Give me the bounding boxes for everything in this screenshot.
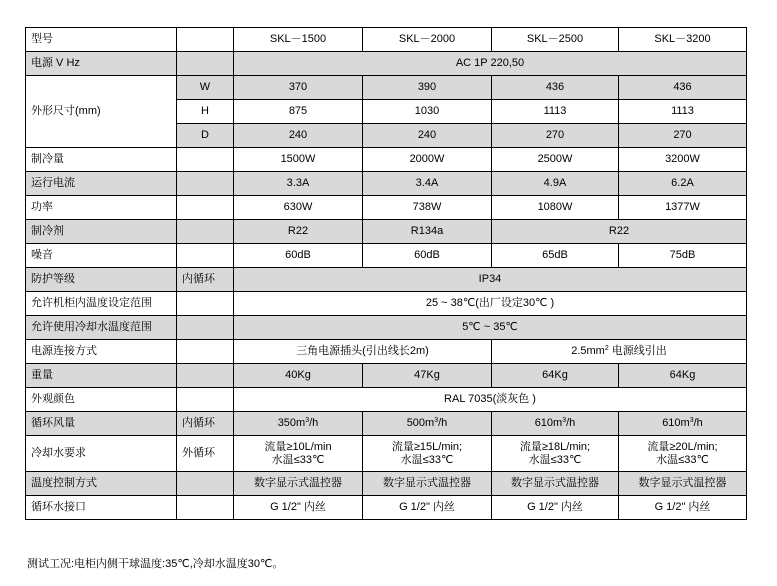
cooling-row xyxy=(26,148,747,172)
dimension-value: 875 xyxy=(234,100,363,124)
current-value: 6.2A xyxy=(619,172,747,196)
cooling-value: 2500W xyxy=(492,148,619,172)
controller-value: 数字显示式温控器 xyxy=(492,472,619,496)
water-port-value: G 1/2" 内丝 xyxy=(619,496,747,520)
dimension-value: 436 xyxy=(492,76,619,100)
water-req-label: 冷却水要求 xyxy=(26,436,177,472)
airflow-number: 350m xyxy=(277,417,306,429)
water-flow: 流量≥10L/min xyxy=(264,440,332,453)
noise-value: 60dB xyxy=(234,244,363,268)
power-label: 电源 V Hz xyxy=(26,52,177,76)
dimension-value: 270 xyxy=(619,124,747,148)
water-port-value: G 1/2" 内丝 xyxy=(234,496,363,520)
weight-value: 64Kg xyxy=(492,364,619,388)
water-req-value xyxy=(619,436,747,472)
color-label: 外观颜色 xyxy=(26,388,177,412)
airflow-row xyxy=(26,412,747,436)
current-value: 4.9A xyxy=(492,172,619,196)
airflow-unit-sup: 3 xyxy=(305,417,310,424)
dimension-value: 436 xyxy=(619,76,747,100)
cable-text: 电源线引出 xyxy=(608,345,667,357)
refrigerant-label: 制冷剂 xyxy=(26,220,177,244)
current-label: 运行电流 xyxy=(26,172,177,196)
controller-value: 数字显示式温控器 xyxy=(619,472,747,496)
model-name: SKL－1500 xyxy=(234,28,363,52)
empty-cell xyxy=(177,292,234,316)
airflow-value xyxy=(619,412,747,436)
controller-value: 数字显示式温控器 xyxy=(363,472,492,496)
water-temp-row xyxy=(26,316,747,340)
empty-cell xyxy=(177,148,234,172)
noise-value: 60dB xyxy=(363,244,492,268)
airflow-label: 循环风量 xyxy=(26,412,177,436)
cooling-value: 3200W xyxy=(619,148,747,172)
dimension-value: 1030 xyxy=(363,100,492,124)
empty-cell xyxy=(177,340,234,364)
dimension-value: 1113 xyxy=(619,100,747,124)
water-port-label: 循环水接口 xyxy=(26,496,177,520)
empty-cell xyxy=(177,316,234,340)
cable-size-sup: 2 xyxy=(604,345,609,352)
cooling-label: 制冷量 xyxy=(26,148,177,172)
model-name: SKL－2000 xyxy=(363,28,492,52)
controller-row xyxy=(26,472,747,496)
water-temp-limit: 水温≤33℃ xyxy=(656,453,709,466)
water-port-value: G 1/2" 内丝 xyxy=(363,496,492,520)
water-flow: 流量≥15L/min; xyxy=(391,440,463,453)
weight-value: 64Kg xyxy=(619,364,747,388)
power-value: AC 1P 220,50 xyxy=(234,52,747,76)
empty-cell xyxy=(177,472,234,496)
noise-value: 65dB xyxy=(492,244,619,268)
airflow-number: 610m xyxy=(662,417,690,429)
empty-cell xyxy=(177,220,234,244)
color-row xyxy=(26,388,747,412)
dimension-key: W xyxy=(177,76,234,100)
power-row xyxy=(26,52,747,76)
weight-value: 40Kg xyxy=(234,364,363,388)
dimension-key: D xyxy=(177,124,234,148)
connection-label: 电源连接方式 xyxy=(26,340,177,364)
empty-cell xyxy=(177,52,234,76)
protection-sub: 内循环 xyxy=(177,268,234,292)
refrigerant-value: R22 xyxy=(234,220,363,244)
model-label: 型号 xyxy=(26,28,177,52)
airflow-value xyxy=(363,412,492,436)
water-req-sub: 外循环 xyxy=(177,436,234,472)
wattage-value: 1080W xyxy=(492,196,619,220)
empty-cell xyxy=(177,196,234,220)
airflow-unit: /h xyxy=(309,417,319,429)
dimension-value: 370 xyxy=(234,76,363,100)
cable-size: 2.5mm xyxy=(571,345,605,357)
cabinet-temp-row xyxy=(26,292,747,316)
airflow-number: 500m xyxy=(406,417,435,429)
color-value: RAL 7035(淡灰色 ) xyxy=(234,388,747,412)
model-name: SKL－2500 xyxy=(492,28,619,52)
dimension-value: 270 xyxy=(492,124,619,148)
dimension-row-w xyxy=(26,76,747,100)
water-temp-label: 允许使用冷却水温度范围 xyxy=(26,316,177,340)
weight-label: 重量 xyxy=(26,364,177,388)
wattage-label: 功率 xyxy=(26,196,177,220)
empty-cell xyxy=(177,388,234,412)
cooling-value: 1500W xyxy=(234,148,363,172)
test-condition-note: 测试工况:电柜内侧干球温度:35℃,冷却水温度30℃。 xyxy=(27,558,284,570)
water-port-row xyxy=(26,496,747,520)
water-req-value xyxy=(492,436,619,472)
current-row xyxy=(26,172,747,196)
controller-value: 数字显示式温控器 xyxy=(234,472,363,496)
current-value: 3.4A xyxy=(363,172,492,196)
noise-row xyxy=(26,244,747,268)
weight-value: 47Kg xyxy=(363,364,492,388)
wattage-value: 630W xyxy=(234,196,363,220)
water-temp-limit: 水温≤33℃ xyxy=(400,453,454,466)
empty-cell xyxy=(177,364,234,388)
dimensions-label: 外形尺寸(mm) xyxy=(26,76,177,148)
wattage-value: 738W xyxy=(363,196,492,220)
airflow-unit-sup: 3 xyxy=(562,417,567,424)
dimension-value: 240 xyxy=(363,124,492,148)
spec-table xyxy=(25,27,747,520)
empty-cell xyxy=(177,496,234,520)
empty-cell xyxy=(177,172,234,196)
wattage-value: 1377W xyxy=(619,196,747,220)
water-flow: 流量≥18L/min; xyxy=(519,440,591,453)
dimension-value: 390 xyxy=(363,76,492,100)
airflow-unit: /h xyxy=(566,417,576,429)
noise-label: 噪音 xyxy=(26,244,177,268)
water-temp-value: 5℃ ~ 35℃ xyxy=(234,316,747,340)
model-name: SKL－3200 xyxy=(619,28,747,52)
airflow-value xyxy=(492,412,619,436)
weight-row xyxy=(26,364,747,388)
water-port-value: G 1/2" 内丝 xyxy=(492,496,619,520)
water-flow: 流量≥20L/min; xyxy=(647,440,718,453)
water-req-value xyxy=(234,436,363,472)
protection-label: 防护等级 xyxy=(26,268,177,292)
airflow-unit: /h xyxy=(693,417,703,429)
airflow-sub: 内循环 xyxy=(177,412,234,436)
water-temp-limit: 水温≤33℃ xyxy=(271,453,325,466)
airflow-unit: /h xyxy=(438,417,448,429)
cabinet-temp-value: 25 ~ 38℃(出厂设定30℃ ) xyxy=(234,292,747,316)
refrigerant-row xyxy=(26,220,747,244)
water-req-row xyxy=(26,436,747,472)
connection-cable xyxy=(492,340,747,364)
dimension-value: 240 xyxy=(234,124,363,148)
water-req-value xyxy=(363,436,492,472)
connection-row xyxy=(26,340,747,364)
empty-cell xyxy=(177,244,234,268)
protection-row xyxy=(26,268,747,292)
refrigerant-value: R134a xyxy=(363,220,492,244)
airflow-value xyxy=(234,412,363,436)
wattage-row xyxy=(26,196,747,220)
water-temp-limit: 水温≤33℃ xyxy=(528,453,582,466)
header-row xyxy=(26,28,747,52)
protection-value: IP34 xyxy=(234,268,747,292)
empty-cell xyxy=(177,28,234,52)
airflow-unit-sup: 3 xyxy=(434,417,439,424)
cooling-value: 2000W xyxy=(363,148,492,172)
airflow-unit-sup: 3 xyxy=(689,417,694,424)
dimension-value: 1113 xyxy=(492,100,619,124)
noise-value: 75dB xyxy=(619,244,747,268)
refrigerant-value: R22 xyxy=(492,220,747,244)
controller-label: 温度控制方式 xyxy=(26,472,177,496)
airflow-number: 610m xyxy=(534,417,563,429)
connection-plug: 三角电源插头(引出线长2m) xyxy=(234,340,492,364)
dimension-key: H xyxy=(177,100,234,124)
cabinet-temp-label: 允许机柜内温度设定范围 xyxy=(26,292,177,316)
current-value: 3.3A xyxy=(234,172,363,196)
